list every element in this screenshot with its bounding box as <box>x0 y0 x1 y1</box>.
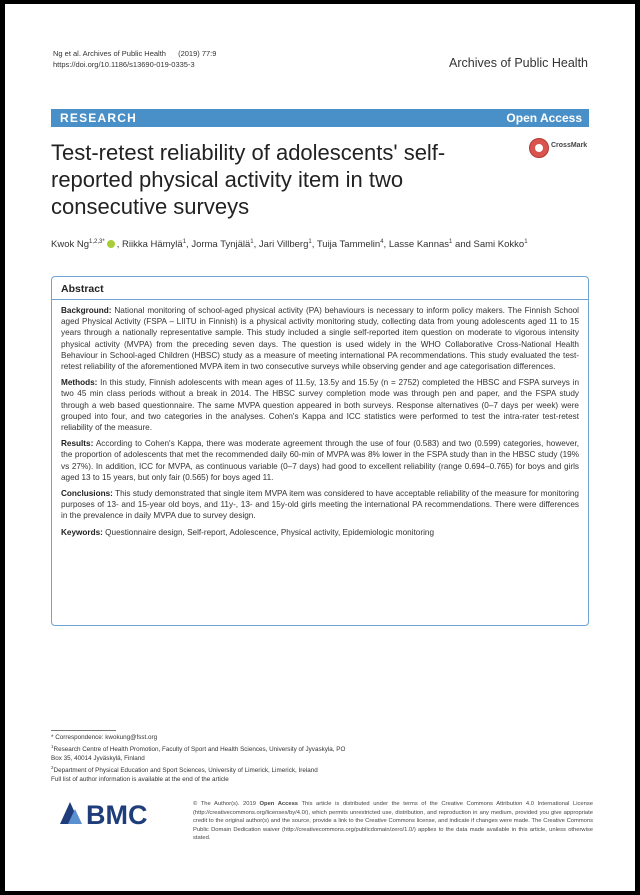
abstract-divider <box>52 299 588 300</box>
author-affiliation: 1 <box>250 239 254 245</box>
copyright: © The Author(s). 2019 <box>193 801 256 807</box>
keywords-label: Keywords: <box>61 527 103 537</box>
affiliation-number: 1 <box>51 744 54 749</box>
doi-link[interactable]: https://doi.org/10.1186/s13690-019-0335-3 <box>53 60 195 69</box>
author-name: , Riikka Hämylä <box>116 239 183 251</box>
open-access-label: Open Access <box>506 111 582 125</box>
affiliation-2 <box>51 763 351 775</box>
abstract-box <box>51 276 589 626</box>
author-name: , Jorma Tynjälä <box>186 239 251 251</box>
abstract-body <box>61 305 579 543</box>
conclusions-label: Conclusions: <box>61 489 113 499</box>
journal-name: Archives of Public Health <box>449 56 588 70</box>
article-page <box>5 4 635 891</box>
author-affiliation: 1 <box>308 239 312 245</box>
affiliation-number: 2 <box>51 765 54 771</box>
abstract-background <box>61 305 579 372</box>
author-name: and Sami Kokko <box>452 239 525 251</box>
methods-text: In this study, Finnish adolescents with mean ages of 11.5y, 13.5y and 15.5y (n = 2752) completed the HBSC and FSPA surveys in two 45 min class periods without a break in 2014. The HBSC survey completion mode was through pen and paper, and the FSPA study through a web based questionnaire. The same MVPA question appeared in both surveys. Response alternatives (0–7 days per week) were grouped into four, and two categories in the analyses. Cohen's Kappa and ICC statistics were performed to test the intra-rater test-retest reliability of the measure. <box>61 378 579 433</box>
year-volume: (2019) 77:9 <box>178 49 217 58</box>
section-banner <box>51 109 589 127</box>
citation: Ng et al. Archives of Public Health <box>53 49 166 58</box>
abstract-conclusions <box>61 488 579 522</box>
author-name: , Jari Villberg <box>253 239 309 251</box>
author-name: , Lasse Kannas <box>383 239 450 251</box>
background-text: National monitoring of school-aged physical activity (PA) behaviours is necessary to inform policy makers. The Finnish School aged Physical Activity (FSPA – LIITU in Finnish) is a physical activity monitoring study, collecting data from young adolescents aged 11 to 15 years through a nationally representative sample. This study included a single self-reported item question on moderate to vigorous intensity physical activity (MVPA) from the preceding seven days. The question is used widely in the WHO Collaborative Cross-National Health Behaviour in School-aged Children (HBSC) study as a measure of meeting international PA recommendations. This study evaluated the test-retest reliability of the aforementioned MVPA item in two consecutive surveys while observing gender and age categorisation differences. <box>61 306 579 372</box>
methods-label: Methods: <box>61 378 98 388</box>
results-text: According to Cohen's Kappa, there was moderate agreement through the use of four (0.583) and two (0.599) categories, however, the proportion of adolescents that met the recommended daily 60-min of MVPA was 8% lower in the FSPA study than in the HBSC study (19% vs 27%). In addition, ICC for MVPA, as continuous variable (0–7 days) had good to excellent reliability (range 0.694–0.765) for boys and girls aged 13 to 15 years, but only fair (0.565) for boys aged 11. <box>61 439 580 482</box>
affiliation-1 <box>51 742 351 763</box>
footnotes <box>51 730 351 784</box>
article-title: Test-retest reliability of adolescents' self-reported physical activity item in two consecutive surveys <box>51 140 446 219</box>
orcid-icon[interactable] <box>107 240 115 248</box>
abstract-heading: Abstract <box>61 283 104 295</box>
license-open-access: Open Access <box>259 801 299 807</box>
running-header <box>53 48 216 70</box>
abstract-results <box>61 438 579 483</box>
author-affiliation: 4 <box>380 239 384 245</box>
author-affiliation: 1 <box>524 239 528 245</box>
author-affiliation: 1,2,3* <box>89 239 105 245</box>
license-text <box>193 800 593 843</box>
footnote-divider <box>51 730 116 731</box>
conclusions-text: This study demonstrated that single item MVPA item was considered to have acceptable reliability of the measure for monitoring purposes of 13- and 15-year old boys, and 11y-, 13- and 15y-old girls meeting the international PA recommendations. There were differences in the prevalence in daily MVPA due to survey design. <box>61 489 579 521</box>
affiliation-text: Research Centre of Health Promotion, Faculty of Sport and Health Sciences, University of Jyvaskyla, PO Box 35, 40014 Jyväskylä, Finland <box>51 746 346 763</box>
abstract-keywords <box>61 527 579 538</box>
author-affiliation: 1 <box>449 239 453 245</box>
author-list <box>51 239 611 250</box>
author-info-note: Full list of author information is available at the end of the article <box>51 776 229 784</box>
background-label: Background: <box>61 306 112 315</box>
author-name: Kwok Ng <box>51 239 90 251</box>
bmc-logo-text: BMC <box>86 800 148 830</box>
crossmark-label: CrossMark <box>551 142 588 149</box>
correspondence[interactable]: * Correspondence: kwokung@fsst.org <box>51 734 158 741</box>
abstract-methods <box>61 377 579 433</box>
section-label: RESEARCH <box>60 111 137 125</box>
results-label: Results: <box>61 439 94 449</box>
author-affiliation: 1 <box>182 239 187 245</box>
crossmark-icon <box>529 138 549 158</box>
author-name: , Tuija Tammelin <box>311 239 381 251</box>
license-body: This article is distributed under the terms of the Creative Commons Attribution 4.0 International License (http://creativecommons.org/licenses/by/4.0/), which permits unrestricted use, distribution, and reproduction in any medium, provided you give appropriate credit to the original author(s) and the source, provide a link to the Creative Commons license, and indicate if changes were made. The Creative Commons Public Domain Dedication waiver (http://creativecommons.org/publicdomain/zero/1.0/) applies to the data made available in this article, unless otherwise stated. <box>193 801 593 842</box>
crossmark-badge[interactable] <box>529 138 609 158</box>
affiliation-text: Department of Physical Education and Sport Sciences, University of Limerick, Limerick, Ireland <box>53 767 318 775</box>
bmc-logo <box>60 794 170 832</box>
keywords-text: Questionnaire design, Self-report, Adolescence, Physical activity, Epidemiologic monitoring <box>105 527 435 537</box>
